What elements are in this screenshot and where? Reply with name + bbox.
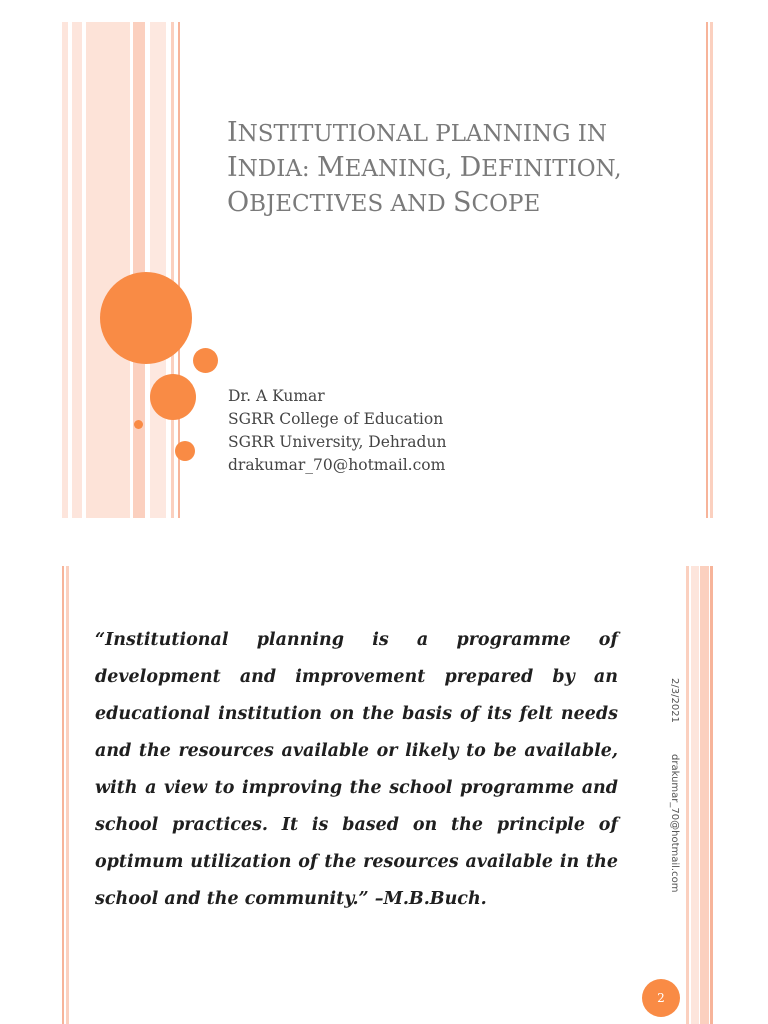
slide-1	[0, 22, 768, 518]
title-line-2: INDIA: MEANING, DEFINITION,	[227, 152, 622, 183]
stripe-right	[710, 22, 713, 518]
slide-title	[227, 116, 667, 221]
author-email: drakumar_70@hotmail.com	[228, 456, 446, 474]
stripe-left	[66, 566, 69, 1024]
side-email: drakumar_70@hotmail.com	[669, 754, 680, 893]
decorative-circle-small	[193, 348, 218, 373]
decorative-circle-small	[175, 441, 195, 461]
stripe-left	[62, 566, 64, 1024]
stripe-right	[706, 22, 708, 518]
title-line-1: INSTITUTIONAL PLANNING IN	[227, 117, 608, 148]
stripe-right	[700, 566, 709, 1024]
decorative-circle-large	[100, 272, 192, 364]
title-line-3: OBJECTIVES AND SCOPE	[227, 187, 541, 218]
stripe-light	[72, 22, 82, 518]
side-date: 2/3/2021	[669, 678, 680, 723]
decorative-circle-medium	[150, 374, 196, 420]
stripe-right	[710, 566, 713, 1024]
stripe-line	[171, 22, 174, 518]
stripe-light	[62, 22, 68, 518]
stripe-right	[691, 566, 699, 1024]
definition-quote: “Institutional planning is a programme of development and improvement prepared by an educational institution on the basis of its felt needs and the resources available or likely to be available, with a view to improving the school programme and school practices. It is based on the principle of optimum utilization of the resources available in the school and the community.” –M.B.Buch.	[95, 630, 618, 909]
side-footer	[669, 678, 689, 918]
stripe-light	[150, 22, 166, 518]
slide-2	[0, 566, 768, 1024]
page-number-badge: 2	[642, 979, 680, 1017]
decorative-circle-tiny	[134, 420, 143, 429]
author-university: SGRR University, Dehradun	[228, 433, 447, 451]
author-college: SGRR College of Education	[228, 410, 444, 428]
stripe-medium	[133, 22, 145, 518]
author-name: Dr. A Kumar	[228, 387, 325, 405]
author-block	[228, 385, 446, 477]
stripe-medium	[86, 22, 130, 518]
